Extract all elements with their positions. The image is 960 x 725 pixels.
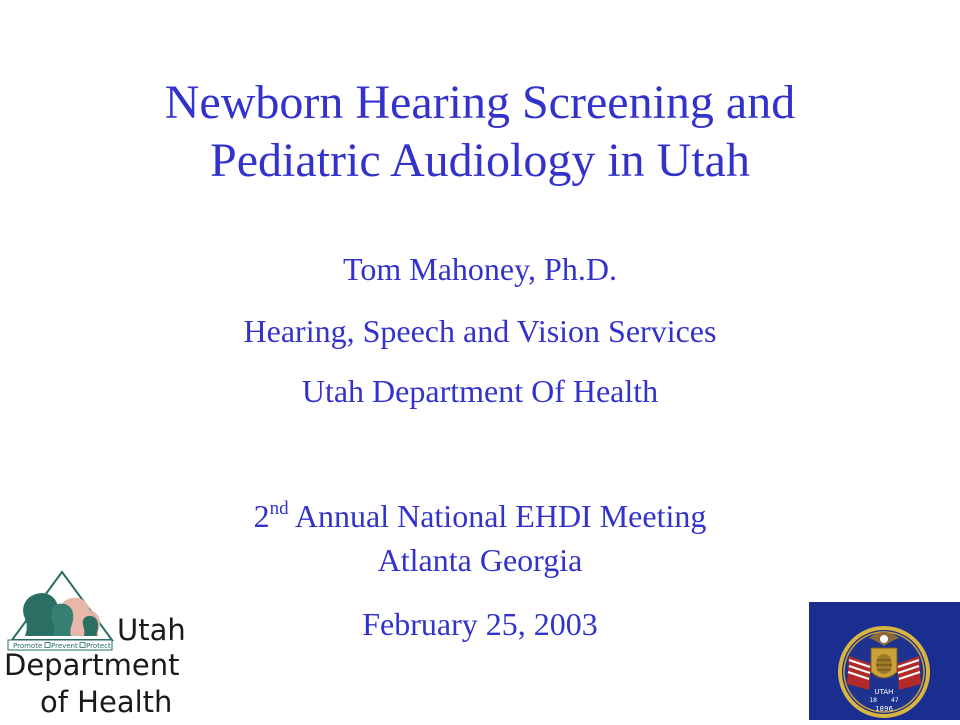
meeting-ordinal-suffix: nd bbox=[269, 498, 289, 519]
meeting-date: February 25, 2003 bbox=[362, 606, 598, 642]
utah-state-flag bbox=[809, 602, 960, 720]
title-line-2: Pediatric Audiology in Utah bbox=[210, 134, 750, 187]
logo-line-of-health: of Health bbox=[40, 685, 173, 719]
tag-prevent: Prevent bbox=[51, 642, 78, 650]
seal-utah: UTAH bbox=[874, 688, 894, 696]
logo-line-utah: Utah bbox=[117, 613, 186, 647]
division-name: Hearing, Speech and Vision Services bbox=[243, 313, 717, 349]
meeting-ordinal: 2 bbox=[253, 498, 270, 534]
meeting-name bbox=[40, 497, 920, 541]
title-line-1: Newborn Hearing Screening and bbox=[164, 76, 796, 129]
utah-doh-logo-icon bbox=[0, 566, 215, 720]
seal-year-3: 1896 bbox=[875, 705, 893, 713]
tag-promote: Promote bbox=[13, 642, 43, 650]
meeting-location: Atlanta Georgia bbox=[377, 542, 583, 578]
meeting-title: Annual National EHDI Meeting bbox=[288, 498, 707, 534]
author-name: Tom Mahoney, Ph.D. bbox=[343, 251, 617, 287]
logo-line-department: Department bbox=[4, 648, 180, 682]
utah-doh-logo bbox=[0, 566, 215, 720]
department-name: Utah Department Of Health bbox=[301, 373, 659, 409]
seal-year-2: 47 bbox=[891, 697, 899, 704]
utah-state-flag-icon bbox=[809, 602, 960, 720]
seal-year-1: 18 bbox=[869, 697, 877, 704]
tag-protect: Protect bbox=[86, 642, 111, 650]
slide-title bbox=[40, 74, 920, 190]
